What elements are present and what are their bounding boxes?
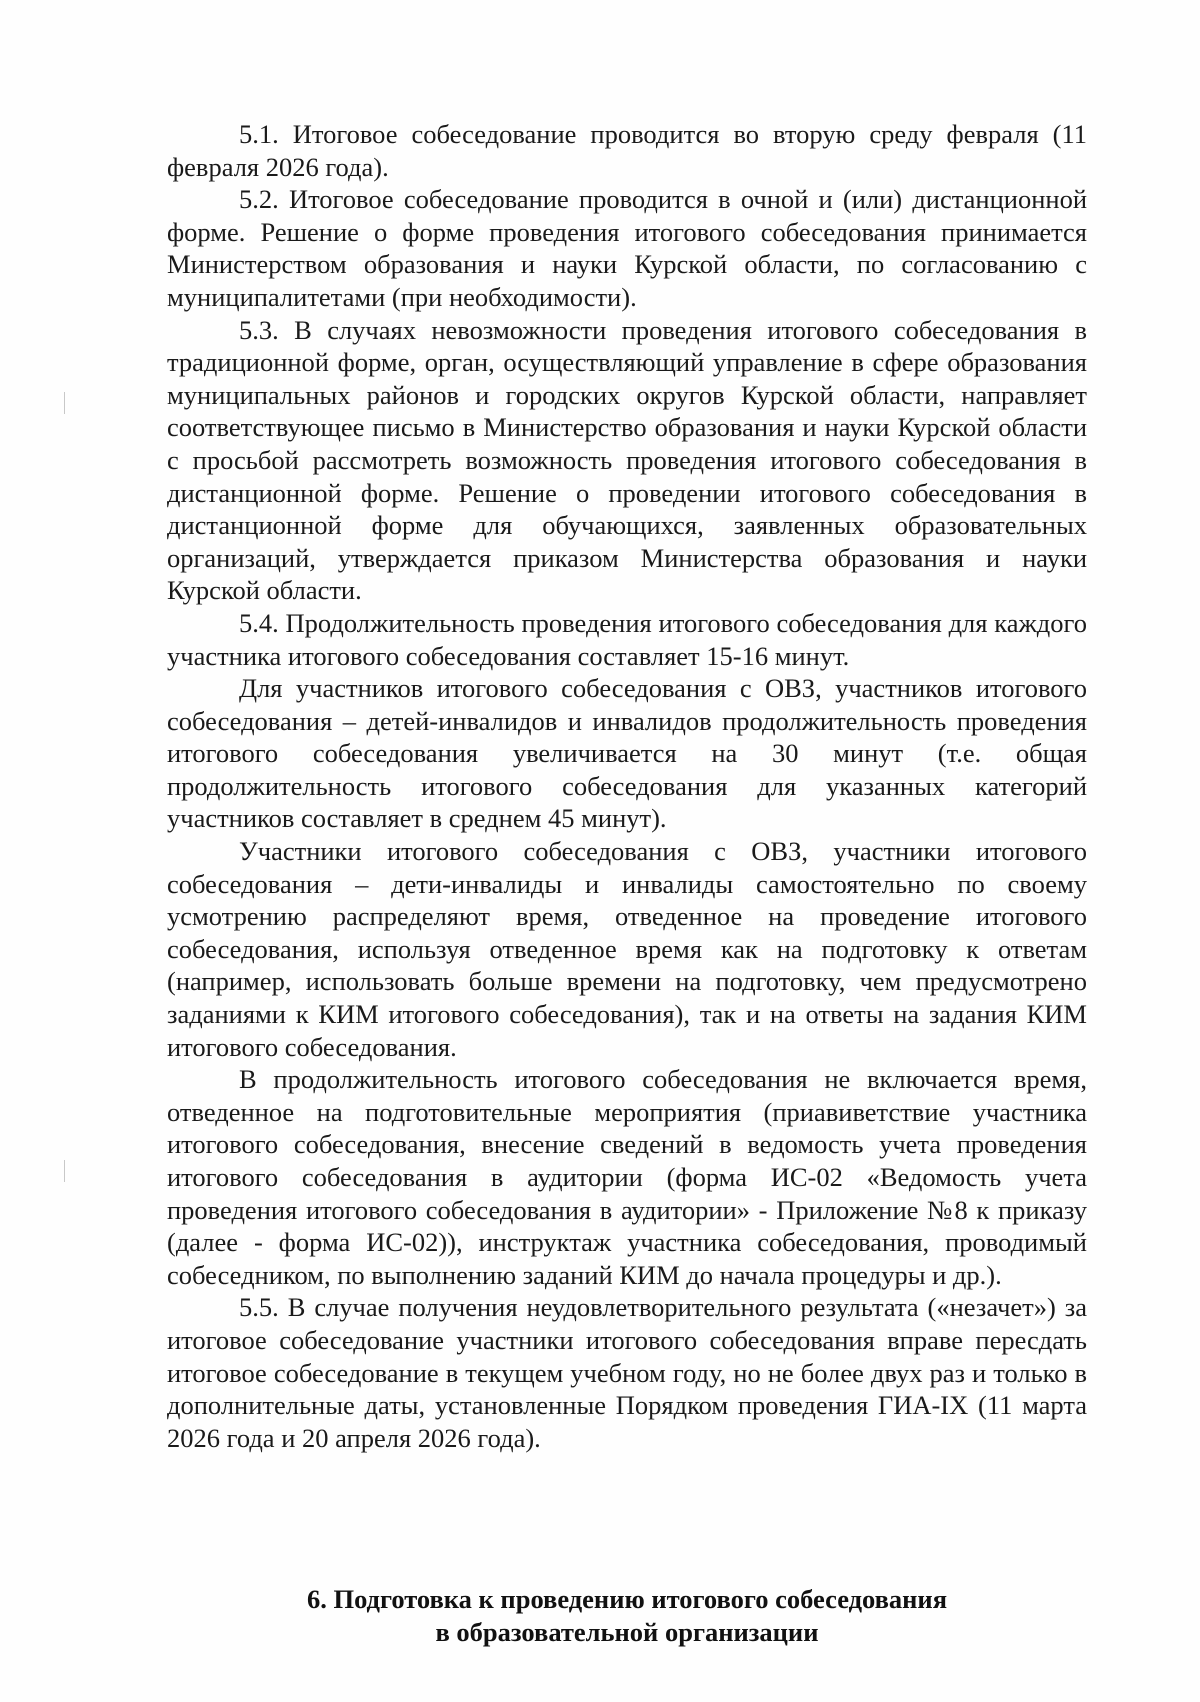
- paragraph-5-1: 5.1. Итоговое собеседование проводится во вторую среду февраля (11 февраля 2026 года).: [167, 119, 1087, 182]
- scan-artifact: [64, 392, 65, 414]
- heading-line-1: 6. Подготовка к проведению итогового собеседования: [306, 1584, 948, 1614]
- paragraph-5-2: 5.2. Итоговое собеседование проводится в очной и (или) дистанционной форме. Решение о форме проведения итогового собеседования принимается Министерством образования и науки Курской области, по согласованию с муниципалитетами (при необходимости).: [167, 184, 1087, 312]
- paragraph-ovz-time-distribution: Участники итогового собеседования с ОВЗ, участники итогового собеседования – дети-инвалиды и инвалиды самостоятельно по своему усмотрению распределяют время, отведенное на проведение итогового собеседования, используя отведенное время как на подготовку к ответам (например, использовать больше времени на подготовку, чем предусмотрено заданиями к КИМ итогового собеседования), так и на ответы на задания КИМ итогового собеседования.: [167, 836, 1087, 1062]
- paragraph-ovz-duration: Для участников итогового собеседования с ОВЗ, участников итогового собеседования – детей-инвалидов и инвалидов продолжительность проведения итогового собеседования увеличивается на 30 минут (т.е. общая продолжительность итогового собеседования для указанных категорий участников составляет в среднем 45 минут).: [167, 673, 1087, 834]
- heading-line-2: в образовательной организации: [435, 1617, 819, 1647]
- scan-artifact: [64, 1160, 65, 1182]
- paragraph-excluded-time: В продолжительность итогового собеседования не включается время, отведенное на подготовительные мероприятия (приавиветствие участника итогового собеседования, внесение сведений в ведомость учета проведения итогового собеседования в аудитории (форма ИС-02 «Ведомость учета проведения итогового собеседования в аудитории» - Приложение №8 к приказу (далее - форма ИС-02)), инструктаж участника собеседования, проводимый собеседником, по выполнению заданий КИМ до начала процедуры и др.).: [167, 1064, 1087, 1290]
- paragraph-5-5: 5.5. В случае получения неудовлетворительного результата («незачет») за итоговое собеседование участники итогового собеседования вправе пересдать итоговое собеседование в текущем учебном году, но не более двух раз и только в дополнительные даты, установленные Порядком проведения ГИА-IX (11 марта 2026 года и 20 апреля 2026 года).: [167, 1292, 1087, 1453]
- paragraph-5-4: 5.4. Продолжительность проведения итогового собеседования для каждого участника итогового собеседования составляет 15-16 минут.: [167, 607, 1087, 671]
- document-body: [167, 118, 1087, 1454]
- section-6-heading: [167, 1583, 1087, 1649]
- paragraph-5-3: 5.3. В случаях невозможности проведения итогового собеседования в традиционной форме, орган, осуществляющий управление в сфере образования муниципальных районов и городских округов Курской области, направляет соответствующее письмо в Министерство образования и науки Курской области с просьбой рассмотреть возможность проведения итогового собеседования в дистанционной форме. Решение о проведении итогового собеседования в дистанционной форме для обучающихся, заявленных образовательных организаций, утверждается приказом Министерства образования и науки Курской области.: [167, 314, 1087, 606]
